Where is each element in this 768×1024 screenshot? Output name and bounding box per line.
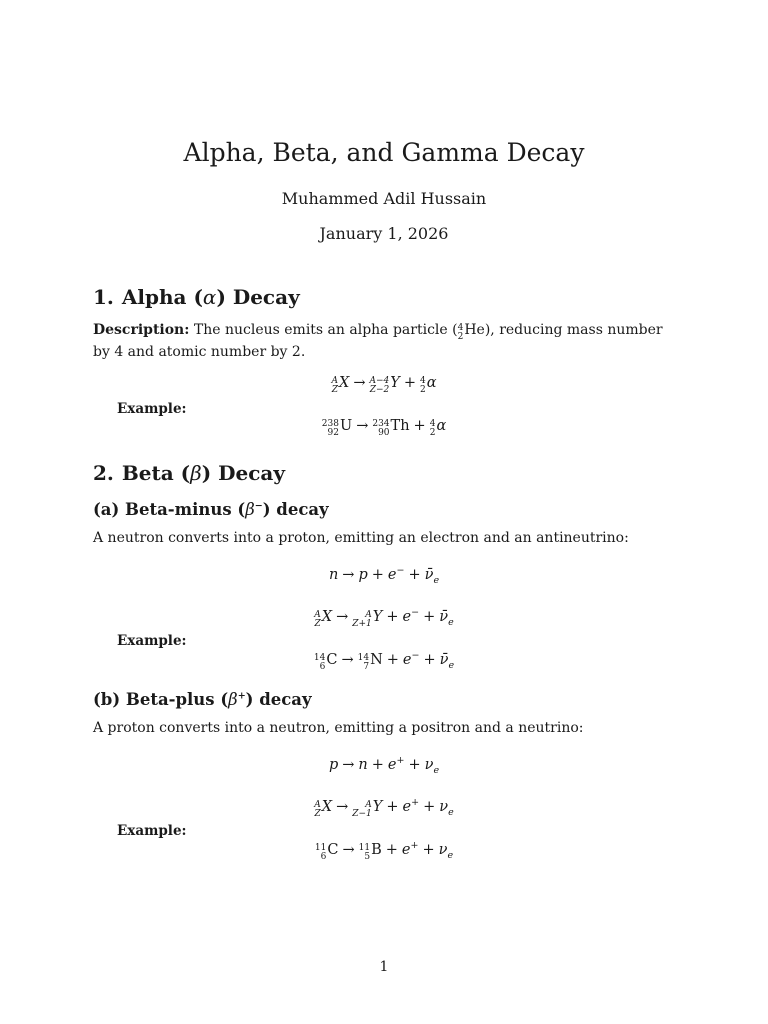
beta-plus-process-equation: $p \to n + e^+ + \nu_e$: [328, 755, 440, 776]
section-2-heading: 2. Beta (β) Decay: [93, 461, 285, 485]
alpha-description: Description: The nucleus emits an alpha particle ( 4 2 He), reducing mass number by 4 and atomic number by 2.: [93, 322, 663, 360]
beta-plus-example-label: Example:: [117, 823, 187, 839]
document-date: January 1, 2026: [319, 224, 449, 243]
section-number: 2.: [93, 461, 114, 485]
document-title: Alpha, Beta, and Gamma Decay: [183, 138, 585, 167]
beta-plus-general-equation: A Z X → A Z−1 $Y + e^+ + \nu_e$: [314, 797, 454, 819]
beta-minus-general-equation: A Z X → A Z+1 $Y + e^- + \nū_e$: [314, 607, 454, 629]
beta-minus-description: A neutron converts into a proton, emitting an electron and an antineutrino:: [93, 530, 629, 546]
section-1-heading: 1. Alpha (α) Decay: [93, 285, 300, 309]
page-number: 1: [379, 959, 389, 975]
beta-minus-heading: (a) Beta-minus (β−) decay: [93, 500, 329, 519]
section-number: 1.: [93, 285, 114, 309]
beta-minus-process-equation: $n \to p + e^- + \nū_e$: [328, 565, 440, 586]
beta-symbol: β: [190, 461, 202, 485]
description-label: Description:: [93, 322, 190, 338]
document-author: Muhammed Adil Hussain: [281, 189, 487, 208]
alpha-symbol: α: [202, 285, 217, 309]
beta-plus-heading: (b) Beta-plus (β+) decay: [93, 690, 312, 709]
beta-plus-description: A proton converts into a neutron, emitting a positron and a neutrino:: [93, 720, 584, 736]
beta-minus-example-equation: 14 6 C → 14 7 $N + e^- + \nū_e$: [313, 650, 455, 672]
alpha-example-equation: 238 92 U → 234 90 Th + 4 2 α: [321, 418, 447, 438]
beta-plus-example-equation: 11 6 C → 11 5 $B + e^+ + \nu_e$: [314, 840, 454, 862]
beta-minus-example-label: Example:: [117, 633, 187, 649]
alpha-example-label: Example:: [117, 401, 187, 417]
alpha-general-equation: A Z X → A−4 Z−2 Y + 4 2 α: [331, 375, 437, 395]
